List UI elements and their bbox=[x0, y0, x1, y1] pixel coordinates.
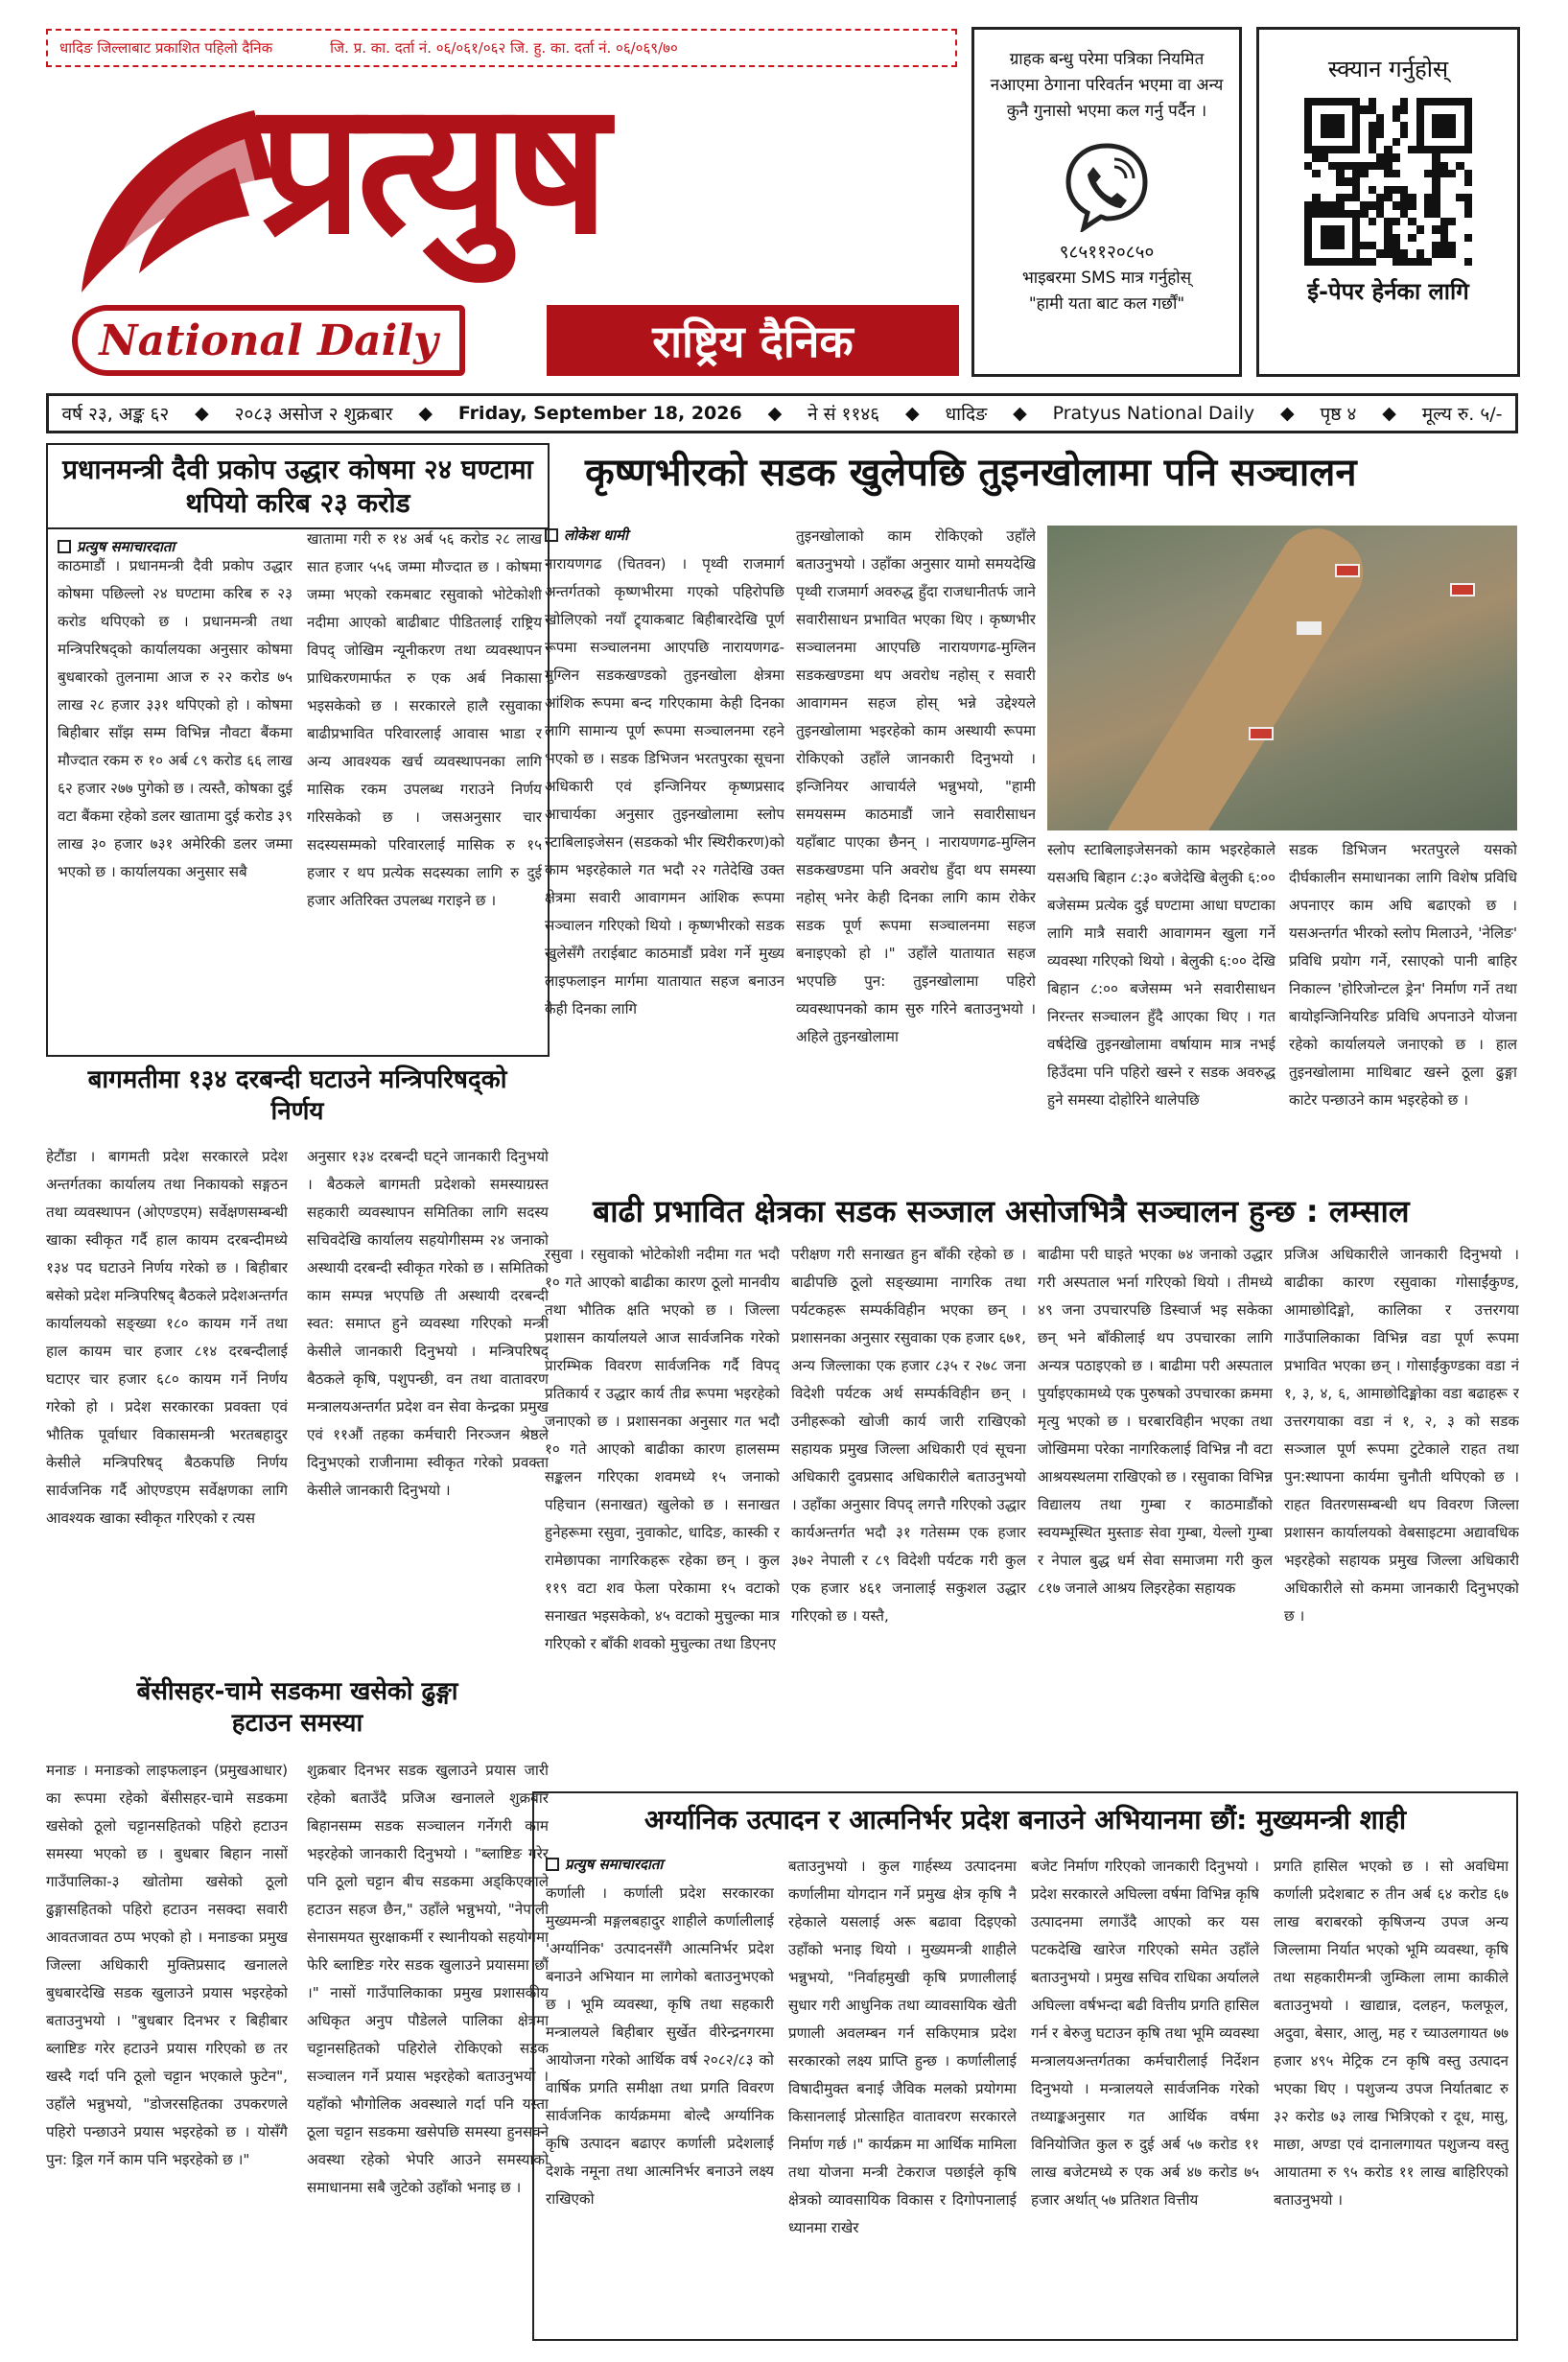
ad-date: Friday, September 18, 2026 bbox=[457, 403, 742, 424]
strip-right-text: जि. प्र. का. दर्ता नं. ०६/०६१/०६२ जि. हु. का. दर्ता नं. ०६/०६९/७० bbox=[330, 39, 678, 57]
rastriya-dainik-label: राष्ट्रिय दैनिक bbox=[547, 305, 959, 376]
viber-sms-text: भाइबरमा SMS मात्र गर्नुहोस् bbox=[1021, 269, 1192, 288]
story-krishnabhir-col4: सडक डिभिजन भरतपुरले यसको दीर्घकालीन समाधानका लागि विशेष प्रविधि अपनाएर काम अघि बढाएको छ । यसअन्तर्गत भीरको स्लोप मिलाउने, 'नेलिङ' प्रविधि प्रयोग गर्ने, रसाएको पानी बाहिर निकाल्न 'होरिजोन्टल ड्रेन' निर्माण गर्ने तथा बायोइन्जिनियरिङ प्रविधि अपनाउने योजना रहेको कार्यालयले जनाएको छ । हाल तुइनखोलामा माथिबाट खस्ने ठूला ढुङ्गा काटेर पन्छाउने काम भइरहेको छ । bbox=[1289, 841, 1517, 1109]
price: मूल्य रु. ५/- bbox=[1421, 404, 1503, 425]
bs-date: २०८३ असोज २ शुक्रबार bbox=[234, 404, 393, 425]
nepal-sambat: ने सं ११४६ bbox=[807, 404, 880, 425]
strip-left-text: धादिङ जिल्लाबाट प्रकाशित पहिलो दैनिक bbox=[59, 39, 273, 57]
story-karnali-col4: प्रगति हासिल भएको छ । सो अवधिमा कर्णाली प्रदेशबाट रु तीन अर्ब ६४ करोड ६७ लाख बराबरको कृषिजन्य उपज अन्य जिल्लामा निर्यात भएको भूमि व्यवस्था, कृषि तथा सहकारीमन्त्री जुम्किला लामा काकीले बताउनुभयो । खाद्यान्न, दलहन, फलफूल, अदुवा, बेसार, आलु, मह र च्याउलगायत ७७ हजार ४९५ मेट्रिक टन कृषि वस्तु उत्पादन भएका थिए । पशुजन्य उपज निर्यातबाट रु ३२ करोड ७३ लाख भित्रिएको र दूध, मासु, माछा, अण्डा एवं दानालगायत पशुजन्य वस्तु आयातमा रु ९५ करोड ११ लाख बाहिरिएको बताउनुभयो । bbox=[1274, 1858, 1509, 2209]
byline-box-icon bbox=[546, 1858, 559, 1871]
landslide-road-photo bbox=[1047, 526, 1517, 830]
story-karnali-col3: बजेट निर्माण गरिएको जानकारी दिनुभयो । प्रदेश सरकारले अघिल्ला वर्षमा विभिन्न कृषि उत्पादनमा लगाउँदै आएको कर यस पटकदेखि खारेज गरिएको समेत उहाँले बताउनुभयो । प्रमुख सचिव राधिका अर्यालले अघिल्ला वर्षभन्दा बढी वित्तीय प्रगति हासिल गर्न र बेरुजु घटाउन कृषि तथा भूमि व्यवस्था मन्त्रालयअन्तर्गतका कर्मचारीलाई निर्देशन दिनुभयो । मन्त्रालयले सार्वजनिक गरेको तथ्याङ्कअनुसार गत आर्थिक वर्षमा विनियोजित कुल रु दुई अर्ब ५७ करोड ११ लाख बजेटमध्ये रु एक अर्ब ४७ करोड ७५ हजार अर्थात् ५७ प्रतिशत वित्तीय bbox=[1031, 1858, 1259, 2209]
story-pm-fund-byline: प्रत्युष समाचारदाता bbox=[58, 537, 548, 556]
story-besisahar-headline[interactable]: बेंसीसहर-चामे सडकमा खसेको ढुङ्गा हटाउन समस्या bbox=[136, 1677, 458, 1738]
byline-box-icon bbox=[545, 528, 558, 542]
story-bagmati-col1: हेटौंडा । बागमती प्रदेश सरकारले प्रदेश अन्तर्गतका कार्यालय तथा निकायको सङ्गठन तथा व्यवस्थापन (ओएण्डएम) सर्वेक्षणसम्बन्धी खाका स्वीकृत गर्दै हाल कायम दरबन्दीमध्ये १३४ पद घटाउने निर्णय गरेको छ । बिहीबार बसेको प्रदेश मन्त्रिपरिषद् बैठकले प्रदेशअन्तर्गत कार्यालयको सङ्ख्या १८० कायम गर्ने तथा हाल कायम चार हजार ८१४ दरबन्दीलाई घटाएर चार हजार ६८० कायम गर्ने निर्णय गरेको हो । प्रदेश सरकारका प्रवक्ता एवं भौतिक पूर्वाधार विकासमन्त्री भरतबहादुर केसीले मन्त्रिपरिषद् बैठकपछि निर्णय सार्वजनिक गर्दै ओएण्डएम सर्वेक्षणका लागि आवश्यक खाका स्वीकृत गरिएको र त्यस bbox=[46, 1148, 288, 1527]
story-bagmati-headline[interactable]: बागमतीमा १३४ दरबन्दी घटाउने मन्त्रिपरिषद्को निर्णय bbox=[87, 1065, 507, 1126]
story-besisahar-col1: मनाङ । मनाङको लाइफलाइन (प्रमुखआधार) का रूपमा रहेको बेंसीसहर-चामे सडकमा खसेको ठूलो चट्टानसहितको पहिरो हटाउन समस्या भएको छ । बुधबार बिहान नासों गाउँपालिका-३ खोतोमा खसेको ठूलो ढुङ्गासहितको पहिरो हटाउन नसक्दा सवारी आवतजावत ठप्प भएको हो । मनाङका प्रमुख जिल्ला अधिकारी मुक्तिप्रसाद खनालले बुधबारदेखि सडक खुलाउने प्रयास भइरहेको बताउनुभयो । "बुधबार दिनभर र बिहीबार ब्लाष्टिङ गरेर हटाउने प्रयास गरिएको छ तर खस्दै गर्दा पनि ठूलो चट्टान भएकाले फुटेन", उहाँले भन्नुभयो, "डोजरसहितका उपकरणले पहिरो पन्छाउने प्रयास भइरहेको छ । योसँगै पुन: ड्रिल गर्ने काम पनि भइरहेको छ ।" bbox=[46, 1762, 288, 2168]
story-pm-fund-col2: खातामा गरी रु १४ अर्ब ५६ करोड २८ लाख सात हजार ५५६ जम्मा मौज्दात छ । कोषमा जम्मा भएको रकमबाट रसुवाको भोटेकोशी नदीमा आएको बाढीबाट पीडितलाई राष्ट्रिय विपद् जोखिम न्यूनीकरण तथा व्यवस्थापन प्राधिकरणमार्फत रु एक अर्ब निकासा भइसकेको छ । सरकारले हालै रसुवाका बाढीप्रभावित परिवारलाई आवास भाडा र अन्य आवश्यक खर्च व्यवस्थापनका लागि मासिक रकम उपलब्ध गराउने निर्णय गरिसकेको छ । जसअनुसार चार सदस्यसम्मको परिवारलाई मासिक रु १५ हजार र थप प्रत्येक सदस्यका लागि रु दुई हजार अतिरिक्त उपलब्ध गराइने छ । bbox=[307, 530, 542, 909]
qr-box bbox=[1256, 27, 1520, 377]
qr-caption: ई-पेपर हेर्नका लागि bbox=[1307, 278, 1469, 305]
story-karnali-headline[interactable]: अर्ग्यानिक उत्पादन र आत्मनिर्भर प्रदेश बनाउने अभियानमा छौं: मुख्यमन्त्री शाही bbox=[644, 1804, 1407, 1836]
qr-title: स्क्यान गर्नुहोस् bbox=[1327, 56, 1449, 82]
reader-info-box bbox=[971, 27, 1242, 377]
story-rasuwa-col1: रसुवा । रसुवाको भोटेकोशी नदीमा गत भदौ १० गते आएको बाढीका कारण ठूलो मानवीय तथा भौतिक क्षति भएको छ । जिल्ला प्रशासन कार्यालयले आज सार्वजनिक गरेको प्रारम्भिक विवरण सार्वजनिक गर्दै विपद् प्रतिकार्य र उद्धार कार्य तीव्र रूपमा भइरहेको जनाएको छ । प्रशासनका अनुसार गत भदौ १० गते आएको बाढीका कारण हालसम्म सङ्कलन गरिएका शवमध्ये १५ जनाको पहिचान (सनाखत) खुलेको छ । सनाखत हुनेहरूमा रसुवा, नुवाकोट, धादिङ, कास्की र रामेछापका नागरिकहरू रहेका छन् । कुल ११९ वटा शव फेला परेकामा १५ वटाको सनाखत भइसकेको, ४५ वटाको मुचुल्का मात्र गरिएको र बाँकी शवको मुचुल्का तथा डिएनए bbox=[545, 1246, 780, 1652]
story-krishnabhir-col1: नारायणगढ (चितवन) । पृथ्वी राजमार्ग अन्तर्गतको कृष्णभीरमा गएको पहिरोपछि खोलिएको नयाँ ट्र्याकबाट बिहीबारदेखि पूर्ण रूपमा सञ्चालनमा आएपछि नारायणगढ-मुग्लिन सडकखण्डको तुइनखोला क्षेत्रमा आंशिक रूपमा बन्द गरिएकामा केही दिनका लागि सामान्य पूर्ण रूपमा सञ्चालनमा रहने भएको छ । सडक डिभिजन भरतपुरका सूचना अधिकारी एवं इन्जिनियर कृष्णप्रसाद आचार्यका अनुसार तुइनखोलामा स्लोप स्टाबिलाइजेसन (सडकको भीर स्थिरीकरण)को काम भइरहेकाले गत भदौ २२ गतेदेखि उक्त क्षेत्रमा सवारी आवागमन आंशिक रूपमा सञ्चालन गरिएको थियो । कृष्णभीरको सडक खुलेसँगै तराईबाट काठमाडौं प्रवेश गर्ने मुख्य लाइफलाइन मार्गमा यातायात सहज बनाउन केही दिनका लागि bbox=[545, 555, 784, 1017]
story-besisahar-col2: शुक्रबार दिनभर सडक खुलाउने प्रयास जारी रहेको बताउँदै प्रजिअ खनालले शुक्रबार बिहानसम्म सडक सञ्चालन गर्नेगरी काम भइरहेको जानकारी दिनुभयो । "ब्लाष्टिङ गरेर पनि ठूलो चट्टान बीच सडकमा अड्किएकाले हटाउन सहज छैन," उहाँले भन्नुभयो, "नेपाली सेनासमयत सुरक्षाकर्मी र स्थानीयको सहयोगमा फेरि ब्लाष्टिङ गरेर सडक खुलाउने प्रयासमा छौं ।" नासों गाउँपालिकाका प्रमुख प्रशासकीय अधिकृत अनुप पौडेलले पालिका क्षेत्रमा चट्टानसहितको पहिरोले रोकिएको सडक सञ्चालन गर्ने प्रयास भइरहेको बताउनुभयो । यहाँको भौगोलिक अवस्थाले गर्दा पनि यस्ता ठूला चट्टान सडकमा खसेपछि समस्या हुनसक्ने अवस्था रहेको भेपरि आउने समस्याको समाधानमा सबै जुटेको उहाँको भनाइ छ । bbox=[307, 1762, 549, 2196]
national-daily-label: National Daily bbox=[72, 305, 465, 376]
place: धादिङ bbox=[945, 404, 988, 425]
story-krishnabhir-headline[interactable]: कृष्णभीरको सडक खुलेपछि तुइनखोलामा पनि सञ्चालन bbox=[585, 451, 1357, 495]
story-rasuwa-col4: प्रजिअ अधिकारीले जानकारी दिनुभयो । बाढीका कारण रसुवाका गोसाईंकुण्ड, आमाछोदिङ्मो, कालिका र उत्तरगया गाउँपालिकाका विभिन्न वडा पूर्ण रूपमा प्रभावित भएका छन् । गोसाईंकुण्डका वडा नं १, ३, ४, ६, आमाछोदिङ्मोका वडा बढाहरू र उत्तरगयाका वडा नं १, २, ३ को सडक सञ्जाल पूर्ण रूपमा टुटेकाले राहत तथा पुन:स्थापना कार्यमा चुनौती थपिएको छ । राहत वितरणसम्बन्धी थप विवरण जिल्ला प्रशासन कार्यालयको वेबसाइटमा अद्यावधिक भइरहेको सहायक प्रमुख जिल्ला अधिकारी अधिकारीले सो कममा जानकारी दिनुभएको छ । bbox=[1284, 1246, 1519, 1625]
story-bagmati-col2: अनुसार १३४ दरबन्दी घट्ने जानकारी दिनुभयो । बैठकले बागमती प्रदेशको समस्याग्रस्त सहकारी व्यवस्थापन समितिका लागि सदस्य सचिवदेखि कार्यालय सहयोगीसम्म २४ जनाको अस्थायी दरबन्दी स्वीकृत गरेको छ । समितिको काम सम्पन्न भएपछि ती अस्थायी दरबन्दी स्वत: समाप्त हुने व्यवस्था गरिएको मन्त्री केसीले जानकारी दिनुभयो । मन्त्रिपरिषद् बैठकले कृषि, पशुपन्छी, वन तथा वातावरण मन्त्रालयअन्तर्गत प्रदेश वन सेवा केन्द्रका प्रमुख एवं ११औं तहका कर्मचारी निरञ्जन श्रेष्ठले दिनुभएको राजीनामा स्वीकृत गरेको प्रवक्ता केसीले जानकारी दिनुभयो । bbox=[307, 1148, 549, 1499]
byline-box-icon bbox=[58, 540, 71, 553]
paper-name: Pratyus National Daily bbox=[1052, 403, 1255, 424]
story-karnali bbox=[532, 1791, 1518, 2341]
page-number: पृष्ठ ४ bbox=[1320, 404, 1357, 425]
call-slogan: "हामी यता बाट कल गर्छौं" bbox=[1028, 294, 1185, 314]
phone-number: ९८५११२०८५० bbox=[1059, 242, 1155, 263]
story-krishnabhir-byline: लोकेश धामी bbox=[545, 526, 628, 545]
story-rasuwa-col2: परीक्षण गरी सनाखत हुन बाँकी रहेको छ । बाढीपछि ठूलो सङ्ख्यामा नागरिक तथा पर्यटकहरू सम्पर्कविहीन भएका छन् । प्रशासनका अनुसार रसुवाका एक हजार ६७१, अन्य जिल्लाका एक हजार ८३५ र २७८ जना विदेशी पर्यटक अर्थ सम्पर्कविहीन छन् । उनीहरूको खोजी कार्य जारी राखिएको सहायक प्रमुख जिल्ला अधिकारी एवं सूचना अधिकारी दुवप्रसाद अधिकारीले बताउनुभयो । उहाँका अनुसार विपद् लगत्तै गरिएको उद्धार कार्यअन्तर्गत भदौ ३१ गतेसम्म एक हजार ३७२ नेपाली र ८९ विदेशी पर्यटक गरी कुल एक हजार ४६१ जनालाई सकुशल उद्धार गरिएको छ । यस्तै, bbox=[791, 1246, 1026, 1625]
story-rasuwa-col3: बाढीमा परी घाइते भएका ७४ जनाको उद्धार गरी अस्पताल भर्ना गरिएको थियो । तीमध्ये ४९ जना उपचारपछि डिस्चार्ज भइ सकेका छन् भने बाँकीलाई थप उपचारका लागि अन्यत्र पठाइएको छ । बाढीमा परी अस्पताल पुर्याइएकामध्ये एक पुरुषको उपचारका क्रममा मृत्यु भएको छ । घरबारविहीन भएका तथा जोखिममा परेका नागरिकलाई विभिन्न नौ वटा आश्रयस्थलमा राखिएको छ । रसुवाका विभिन्न विद्यालय तथा गुम्बा र काठमाडौंको स्वयम्भूस्थित मुस्ताङ सेवा गुम्बा, येल्लो गुम्बा र नेपाल बुद्ध धर्म सेवा समाजमा गरी कुल ८१७ जनाले आश्रय लिइरहेका सहायक bbox=[1038, 1246, 1273, 1597]
volume-issue: वर्ष २३, अङ्क ६२ bbox=[61, 404, 170, 425]
story-pm-fund-headline[interactable]: प्रधानमन्त्री दैवी प्रकोप उद्धार कोषमा २४ घण्टामा थपियो करिब २३ करोड bbox=[48, 445, 548, 529]
story-krishnabhir-col3: स्लोप स्टाबिलाइजेसनको काम भइरहेकाले यसअघि बिहान ८:३० बजेदेखि बेलुकी ६:०० बजेसम्म प्रत्येक दुई घण्टामा आधा घण्टाका लागि मात्रै सवारी आवागमन खुला गर्ने व्यवस्था गरिएको थियो । बेलुकी ६:०० देखि बिहान ८:०० बजेसम्म भने सवारीसाधन निरन्तर सञ्चालन हुँदै आएका थिए । गत वर्षदेखि तुइनखोलामा वर्षायाम मात्र नभई हिउँदमा पनि पहिरो खस्ने र सडक अवरुद्ध हुने समस्या दोहोरिने थालेपछि bbox=[1047, 841, 1275, 1109]
story-rasuwa-headline[interactable]: बाढी प्रभावित क्षेत्रका सडक सञ्जाल असोजभित्रै सञ्चालन हुन्छ : लम्साल bbox=[593, 1193, 1410, 1229]
qr-code-image[interactable] bbox=[1304, 98, 1472, 266]
phone-bubble-icon bbox=[1061, 140, 1153, 232]
story-karnali-byline: प्रत्युष समाचारदाता bbox=[546, 1855, 663, 1874]
masthead-title: प्रत्युष bbox=[259, 60, 604, 274]
story-pm-fund bbox=[46, 443, 550, 1057]
story-krishnabhir-col2: तुइनखोलाको काम रोकिएको उहाँले बताउनुभयो । उहाँका अनुसार यामो समयदेखि पृथ्वी राजमार्ग अवरुद्ध हुँदा राजधानीतर्फ जाने सवारीसाधन प्रभावित भएका थिए । कृष्णभीर सञ्चालनमा आएपछि नारायणगढ-मुग्लिन सडकखण्डमा थप अवरोध नहोस् र सवारी आवागमन सहज होस् भन्ने उद्देश्यले तुइनखोलामा भइरहेको काम अस्थायी रूपमा रोकिएको उहाँले जानकारी दिनुभयो । इन्जिनियर आचार्यले भन्नुभयो, "हामी समयसम्म काठमाडौं जाने सवारीसाधन यहाँबाट पाएका छैनन् । नारायणगढ-मुग्लिन सडकखण्डमा पनि अवरोध हुँदा थप समस्या नहोस् भनेर केही दिनका लागि काम रोकेर सडक पूर्ण रूपमा सञ्चालनमा सहज बनाइएको हो ।" उहाँले यातायात सहज भएपछि पुन: तुइनखोलामा पहिरो व्यवस्थापनको काम सुरु गरिने बताउनुभयो । अहिले तुइनखोलामा bbox=[796, 527, 1036, 1045]
story-pm-fund-col1: काठमाडौं । प्रधानमन्त्री दैवी प्रकोप उद्धार कोषमा पछिल्लो २४ घण्टामा करिब रु २३ करोड थपिएको छ । प्रधानमन्त्री तथा मन्त्रिपरिषद्को कार्यालयका अनुसार कोषमा बुधबारको तुलनामा आज रु २२ करोड ७५ लाख २८ हजार ३३१ थपिएको हो । कोषमा बिहीबार साँझ सम्म विभिन्न नौवटा बैंकमा मौज्दात रकम रु १० अर्ब ८९ करोड ६६ लाख ६२ हजार २७७ पुगेको छ । त्यस्तै, कोषका दुई वटा बैंकमा रहेको डलर खातामा दुई करोड ३९ लाख ३० हजार ७३१ अमेरिकी डलर जम्मा भएको छ । कार्यालयका अनुसार सबै bbox=[58, 557, 293, 880]
story-karnali-col2: बताउनुभयो । कुल गार्हस्थ्य उत्पादनमा कर्णालीमा योगदान गर्ने प्रमुख क्षेत्र कृषि नै रहेकाले यसलाई अरू बढावा दिइएको उहाँको भनाइ थियो । मुख्यमन्त्री शाहीले भन्नुभयो, "निर्वाहमुखी कृषि प्रणालीलाई सुधार गरी आधुनिक तथा व्यावसायिक खेती प्रणाली अवलम्बन गर्न सकिएमात्र प्रदेश सरकारको लक्ष्य प्राप्ति हुन्छ । कर्णालीलाई विषादीमुक्त बनाई जैविक मलको प्रयोगमा किसानलाई प्रोत्साहित वातावरण सरकारले निर्माण गर्छ ।" कार्यक्रम मा आर्थिक मामिला तथा योजना मन्त्री टेकराज पछाईले कृषि क्षेत्रको व्यावसायिक विकास र दिगोपनालाई ध्यानमा राखेर bbox=[788, 1858, 1017, 2236]
dateline-bar: वर्ष २३, अङ्क ६२ ◆ २०८३ असोज २ शुक्रबार ◆ Friday, September 18, 2026 ◆ ने सं ११४६ ◆ धादिङ ◆ Pratyus National Daily ◆ पृष्ठ ४ ◆ मूल्य रु. ५/- bbox=[46, 393, 1518, 433]
story-karnali-col1: कर्णाली । कर्णाली प्रदेश सरकारका मुख्यमन्त्री मङ्गलबहादुर शाहीले कर्णालीलाई 'अर्ग्यानिक' उत्पादनसँगै आत्मनिर्भर प्रदेश बनाउने अभियान मा लागेको बताउनुभएको छ । भूमि व्यवस्था, कृषि तथा सहकारी मन्त्रालयले बिहीबार सुर्खेत वीरेन्द्रनगरमा आयोजना गरेको आर्थिक वर्ष २०८२/८३ को वार्षिक प्रगति समीक्षा तथा प्रगति विवरण सार्वजनिक कार्यक्रममा बोल्दै अर्ग्यानिक कृषि उत्पादन बढाएर कर्णाली प्रदेशलाई देशके नमूना तथा आत्मनिर्भर बनाउने लक्ष्य राखिएको bbox=[546, 1884, 774, 2208]
reader-info-text: ग्राहक बन्धु परेमा पत्रिका नियमित नआएमा ठेगाना परिवर्तन भएमा वा अन्य कुनै गुनासो भएमा कल गर्नु पर्दैन । bbox=[990, 50, 1224, 121]
